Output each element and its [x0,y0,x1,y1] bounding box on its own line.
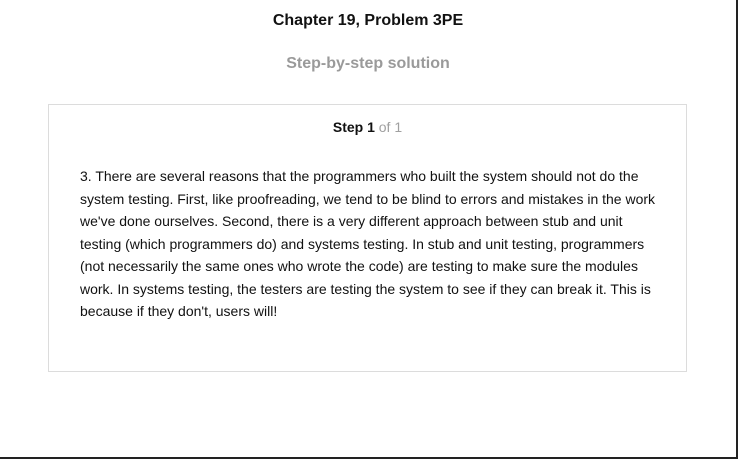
step-count: of 1 [378,119,403,135]
solution-card [48,104,687,372]
solution-text: 3. There are several reasons that the programmers who built the system should not do the system testing. First, like proofreading, we tend to be blind to errors and mistakes in the work we've done ourselves. Second, there is a very different approach between stub and unit testing (which programmers do) and systems testing. In stub and unit testing, programmers (not necessarily the same ones who wrote the code) are testing to make sure the modules work. In systems testing, the testers are testing the system to see if they can break it. This is because if they don't, users will! [80,168,656,319]
step-header [49,119,686,135]
solution-subtitle: Step-by-step solution [286,55,450,72]
step-label: Step 1 [332,119,375,135]
page-title: Chapter 19, Problem 3PE [272,12,464,29]
